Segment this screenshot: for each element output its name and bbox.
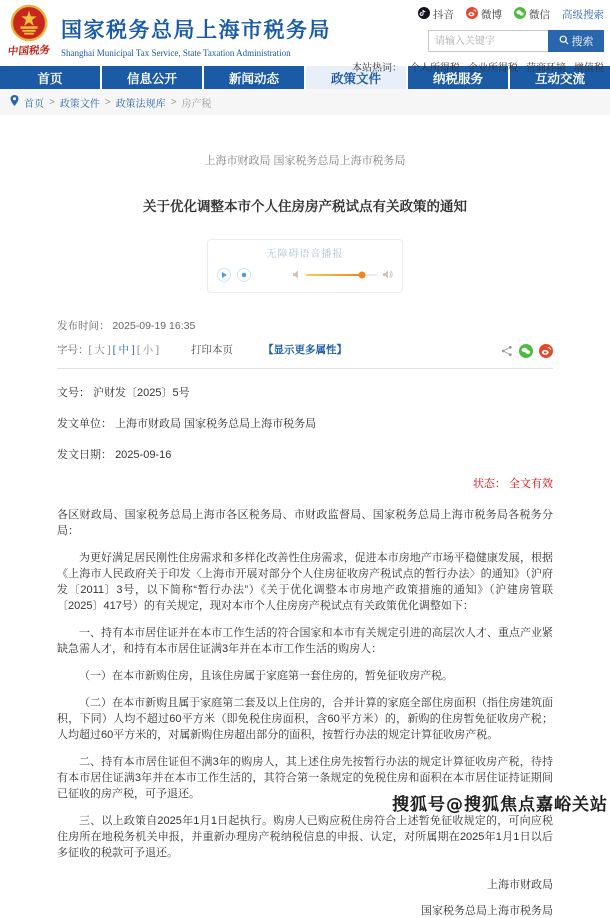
audio-player-title: 无障碍语音播报 xyxy=(266,249,344,260)
nav-item-info-disclosure[interactable]: 信息公开 xyxy=(102,66,204,89)
publish-time-label: 发布时间： xyxy=(57,320,110,332)
stop-icon xyxy=(242,273,247,278)
breadcrumb-separator: > xyxy=(49,96,55,108)
share-icons xyxy=(501,344,553,358)
site-title: 国家税务总局上海市税务局 xyxy=(61,19,331,42)
font-size-medium-button[interactable]: [ 中 ] xyxy=(112,344,135,356)
doc-date-line xyxy=(57,446,553,462)
breadcrumb-policy-library[interactable]: 政策法规库 xyxy=(115,98,166,110)
national-emblem-icon xyxy=(8,4,50,42)
share-weibo-icon[interactable] xyxy=(539,344,553,358)
search-button-label: 搜索 xyxy=(571,36,594,48)
china-tax-seal-text: 中国税务 xyxy=(7,45,51,58)
volume-slider-fill xyxy=(306,274,362,276)
signature-finance-bureau: 上海市财政局 xyxy=(487,879,553,891)
font-size-large-button[interactable]: [ 大 ] xyxy=(88,344,111,356)
breadcrumb-current-property-tax: 房产税 xyxy=(181,98,212,110)
weibo-link[interactable] xyxy=(466,7,502,22)
font-size-small-button[interactable]: [ 小 ] xyxy=(136,344,160,356)
article-title: 关于优化调整本市个人住房房产税试点有关政策的通知 xyxy=(143,199,467,214)
article-paragraph: 二、持有本市居住证但不满3年的购房人，其上述住房先按暂行办法的规定计算征收房产税，待持有本市居住证满3年并在本市工作生活的，其符合第一条规定的免税住房和面积在本市居住证持证期间已征收的房产税，可予退还。 xyxy=(57,756,553,800)
douyin-link[interactable] xyxy=(418,7,454,22)
doc-issuer-label: 发文单位： xyxy=(57,418,112,430)
brand-text xyxy=(61,4,331,58)
doc-issuer-line xyxy=(57,415,553,431)
volume-slider-handle[interactable] xyxy=(359,272,366,279)
search-input[interactable] xyxy=(428,30,548,52)
breadcrumb-policy-documents[interactable]: 政策文件 xyxy=(59,98,100,110)
doc-status-line xyxy=(57,475,553,491)
audio-stop-button[interactable] xyxy=(237,268,251,282)
hot-words-label: 本站热词： xyxy=(352,63,402,74)
doc-date-label: 发文日期： xyxy=(57,449,112,461)
douyin-label: 抖音 xyxy=(433,9,454,21)
breadcrumb-home[interactable]: 首页 xyxy=(24,98,44,110)
search-button[interactable] xyxy=(548,30,604,52)
doc-number-line xyxy=(57,384,553,400)
breadcrumb-separator: > xyxy=(170,96,177,108)
meta-tools-line xyxy=(57,342,553,357)
article-paragraph: 三、以上政策自2025年1月1日起执行。购房人已购应税住房符合上述暂免征收规定的，可向应税住房所在地税务机关申报，并重新办理房产税纳税信息的申报、认定，对所属期在2025年1月1日以后多征收的税款可予退还。 xyxy=(57,815,553,859)
doc-number-value: 沪财发〔2025〕5号 xyxy=(93,387,190,399)
doc-number-label: 文号： xyxy=(57,387,90,399)
doc-issuer-value: 上海市财政局 国家税务总局上海市税务局 xyxy=(115,418,317,430)
location-pin-icon xyxy=(10,95,19,109)
publish-time-line xyxy=(57,318,553,333)
volume-control xyxy=(293,266,393,284)
emblem-column xyxy=(8,4,50,58)
issuing-departments-line: 上海市财政局 国家税务总局上海市税务局 xyxy=(204,155,406,167)
advanced-search-link[interactable]: 高级搜索 xyxy=(562,9,604,21)
article-paragraph: 为更好满足居民刚性住房需求和多样化改善性住房需求，促进本市房地产市场平稳健康发展，根据《上海市人民政府关于印发〈上海市开展对部分个人住房征收房产税试点的暂行办法〉的通知》（沪府发〔2011〕3号，以下简称“暂行办法”）《关于优化调整本市房地产政策措施的通知》（沪建房管联〔2025〕417号）的有关规定，现对本市个人住房房产税试点有关政策优化调整如下： xyxy=(57,552,553,612)
doc-status-label: 状态： xyxy=(472,478,506,490)
nav-item-interaction[interactable]: 互动交流 xyxy=(534,71,585,86)
volume-slider[interactable] xyxy=(306,274,378,276)
douyin-icon xyxy=(418,7,430,22)
wechat-link[interactable] xyxy=(514,7,550,22)
audio-player xyxy=(207,239,403,293)
volume-low-icon xyxy=(293,266,301,284)
article-meta xyxy=(57,318,553,357)
print-page-button[interactable]: 打印本页 xyxy=(191,344,234,356)
doc-date-value: 2025-09-16 xyxy=(115,449,172,461)
play-icon xyxy=(222,272,227,278)
breadcrumb xyxy=(0,89,610,115)
nav-item-news[interactable]: 新闻动态 xyxy=(204,66,306,89)
article-paragraph: 一、持有本市居住证并在本市工作生活的符合国家和本市有关规定引进的高层次人才、重点产业紧缺急需人才，和持有本市居住证满3年并在本市工作生活的购房人： xyxy=(57,627,553,655)
font-size-label: 字号： xyxy=(57,344,89,356)
hot-words-row xyxy=(352,59,604,74)
search-bar xyxy=(352,30,604,52)
article-paragraph: 各区财政局、国家税务总局上海市各区税务局、市财政监督局、国家税务总局上海市税务局各税务分局： xyxy=(57,509,553,537)
site-logo[interactable] xyxy=(8,4,331,58)
audio-controls xyxy=(217,266,393,284)
hot-word-link[interactable]: 企业所得税 xyxy=(468,63,518,74)
article-paragraph: （一）在本市新购住房，且该住房属于家庭第一套住房的，暂免征收房产税。 xyxy=(79,670,453,682)
nav-item-policy-documents[interactable]: 政策文件 xyxy=(306,66,408,89)
weibo-icon xyxy=(466,7,478,22)
hot-word-link[interactable]: 营商环境 xyxy=(526,63,566,74)
search-icon xyxy=(559,35,569,48)
social-row xyxy=(352,7,604,22)
header-right xyxy=(352,7,604,74)
share-icon[interactable] xyxy=(501,345,513,357)
share-wechat-icon[interactable] xyxy=(519,344,533,358)
weibo-label: 微博 xyxy=(481,9,502,21)
hot-word-link[interactable]: 个人所得税 xyxy=(410,63,460,74)
breadcrumb-separator: > xyxy=(104,96,111,108)
status-badge: 全文有效 xyxy=(509,478,553,490)
audio-play-button[interactable] xyxy=(217,268,231,282)
wechat-icon xyxy=(514,7,526,22)
nav-item-home[interactable]: 首页 xyxy=(0,66,102,89)
signature-tax-service: 国家税务总局上海市税务局 xyxy=(421,905,553,917)
hot-word-link[interactable]: 增值税 xyxy=(574,63,604,74)
show-more-attributes-button[interactable]: 【显示更多属性】 xyxy=(263,344,348,356)
publish-time-value: 2025-09-19 16:35 xyxy=(112,320,196,332)
nav-item-tax-services[interactable]: 纳税服务 xyxy=(408,66,510,89)
meta-divider xyxy=(57,368,553,369)
article-paragraph: （二）在本市新购且属于家庭第二套及以上住房的，合并计算的家庭全部住房面积（指住房建筑面积，下同）人均不超过60平方米（即免税住房面积，含60平方米）的，新购的住房暂免征收房产税；人均超过60平方米的，对属新购住房超出部分的面积，按暂行办法的规定计算征收房产税。 xyxy=(57,697,553,741)
site-subtitle: Shanghai Municipal Tax Service, State Taxation Administration xyxy=(61,48,291,58)
signatures xyxy=(57,876,553,918)
site-header xyxy=(0,0,610,74)
volume-high-icon xyxy=(383,266,393,284)
sohu-watermark: 搜狐号@搜狐焦点嘉峪关站 xyxy=(392,795,608,815)
wechat-label: 微信 xyxy=(529,9,550,21)
